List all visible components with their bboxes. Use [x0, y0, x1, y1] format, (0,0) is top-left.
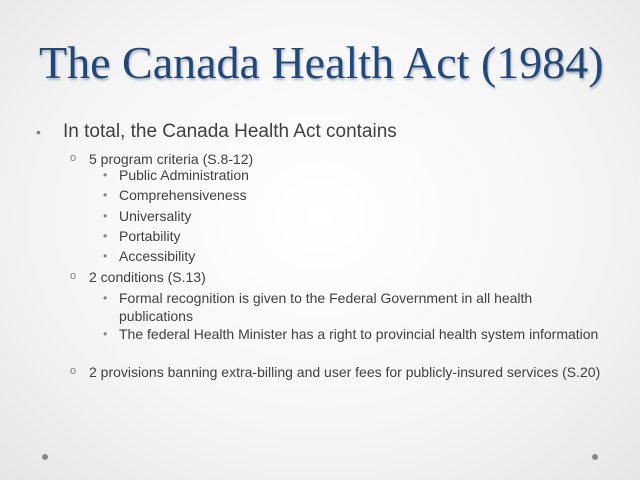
bullet-marker: • — [103, 291, 108, 305]
criteria-sub-text: Accessibility — [119, 248, 196, 264]
bullet-marker: • — [103, 229, 108, 243]
conditions-sub-text: The federal Health Minister has a right to provincial health system information — [119, 326, 599, 342]
bullet-marker: o — [70, 365, 77, 377]
conditions-sub-text: Formal recognition is given to the Federal Government in all health publications — [119, 290, 533, 324]
criteria-sub-text: Comprehensiveness — [119, 187, 247, 203]
criteria-sub-text: Universality — [119, 208, 192, 224]
corner-dot-right — [592, 454, 598, 460]
bullet-marker: • — [103, 327, 108, 341]
criteria-sub-text: Portability — [119, 228, 181, 244]
corner-dot-left — [42, 454, 48, 460]
criteria-sub-text: Public Administration — [119, 167, 249, 183]
bullet-marker: o — [70, 270, 77, 282]
bullet-marker: • — [103, 209, 108, 223]
conditions-text: 2 conditions (S.13) — [89, 269, 206, 285]
bullet-marker: • — [103, 168, 108, 182]
bullet-marker: • — [36, 124, 41, 140]
bullet-marker: • — [103, 249, 108, 263]
provisions-text: 2 provisions banning extra-billing and user fees for publicly-insured services (S.20) — [89, 364, 601, 380]
bullet-marker: • — [103, 188, 108, 202]
intro-text: In total, the Canada Health Act contains — [63, 121, 397, 142]
slide-title: The Canada Health Act (1984) — [39, 37, 604, 88]
criteria-text: 5 program criteria (S.8-12) — [89, 151, 254, 167]
bullet-marker: o — [70, 152, 77, 164]
